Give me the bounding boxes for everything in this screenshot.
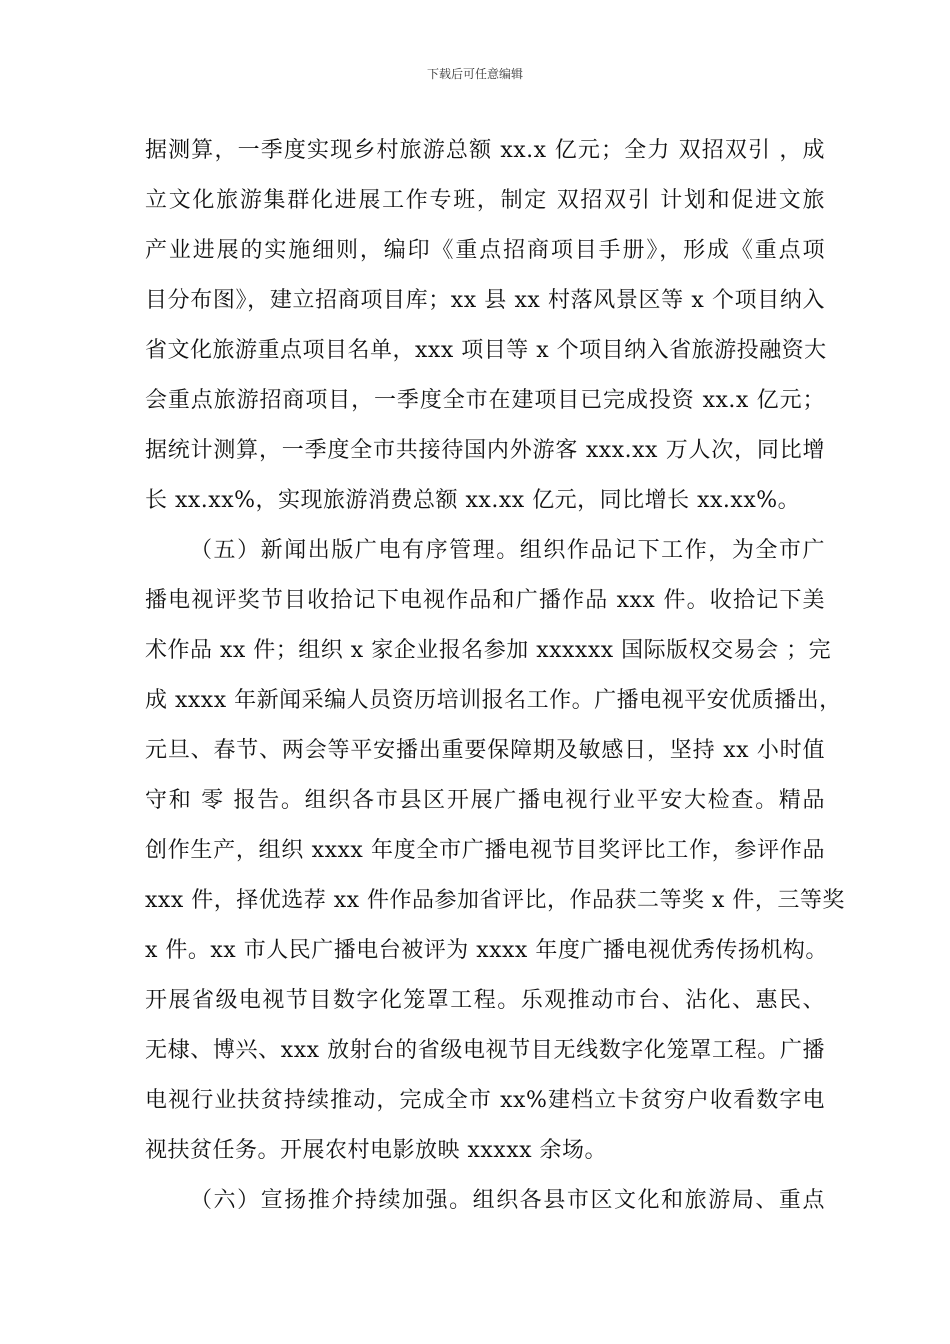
text-line: 无棣、博兴、xxx 放射台的省级电视节目无线数字化笼罩工程。广播 [145, 1038, 825, 1063]
text-line: 创作生产，组织 xxxx 年度全市广播电视节目奖评比工作，参评作品 [145, 838, 825, 863]
text-line: 据测算，一季度实现乡村旅游总额 xx.x 亿元；全力 双招双引 ，成 [145, 138, 825, 163]
page-header: 下载后可任意编辑 [426, 67, 523, 81]
text-line: 元旦、春节、两会等平安播出重要保障期及敏感日，坚持 xx 小时值 [145, 738, 825, 763]
text-line: 目分布图》，建立招商项目库；xx 县 xx 村落风景区等 x 个项目纳入 [145, 288, 825, 313]
text-line: 长 xx.xx%，实现旅游消费总额 xx.xx 亿元，同比增长 xx.xx%。 [145, 488, 801, 513]
text-line: x 件。xx 市人民广播电台被评为 xxxx 年度广播电视优秀传扬机构。 [145, 938, 828, 963]
text-line: 会重点旅游招商项目，一季度全市在建项目已完成投资 xx.x 亿元； [145, 388, 825, 413]
text-line: 立文化旅游集群化进展工作专班，制定 双招双引 计划和促进文旅 [145, 188, 825, 213]
text-line: 成 xxxx 年新闻采编人员资历培训报名工作。广播电视平安优质播出， [145, 688, 842, 713]
text-line: xxx 件，择优选荐 xx 件作品参加省评比，作品获二等奖 x 件，三等奖 [145, 888, 845, 913]
text-line: 产业进展的实施细则，编印《重点招商项目手册》，形成《重点项 [145, 238, 825, 263]
text-line: （五）新闻出版广电有序管理。组织作品记下工作，为全市广 [190, 538, 825, 563]
text-line: 播电视评奖节目收拾记下电视作品和广播作品 xxx 件。收拾记下美 [145, 588, 825, 613]
text-line: 电视行业扶贫持续推动，完成全市 xx%建档立卡贫穷户收看数字电 [145, 1088, 825, 1113]
text-line: 开展省级电视节目数字化笼罩工程。乐观推动市台、沾化、惠民、 [145, 988, 825, 1013]
text-line: 术作品 xx 件；组织 x 家企业报名参加 xxxxxx 国际版权交易会 ；完 [145, 638, 832, 663]
text-line: 省文化旅游重点项目名单，xxx 项目等 x 个项目纳入省旅游投融资大 [145, 338, 827, 363]
text-line: （六）宣扬推介持续加强。组织各县市区文化和旅游局、重点 [190, 1188, 825, 1213]
text-line: 视扶贫任务。开展农村电影放映 xxxxx 余场。 [145, 1138, 608, 1163]
text-line: 守和 零 报告。组织各市县区开展广播电视行业平安大检查。精品 [145, 788, 825, 813]
text-line: 据统计测算，一季度全市共接待国内外游客 xxx.xx 万人次，同比增 [145, 438, 825, 463]
